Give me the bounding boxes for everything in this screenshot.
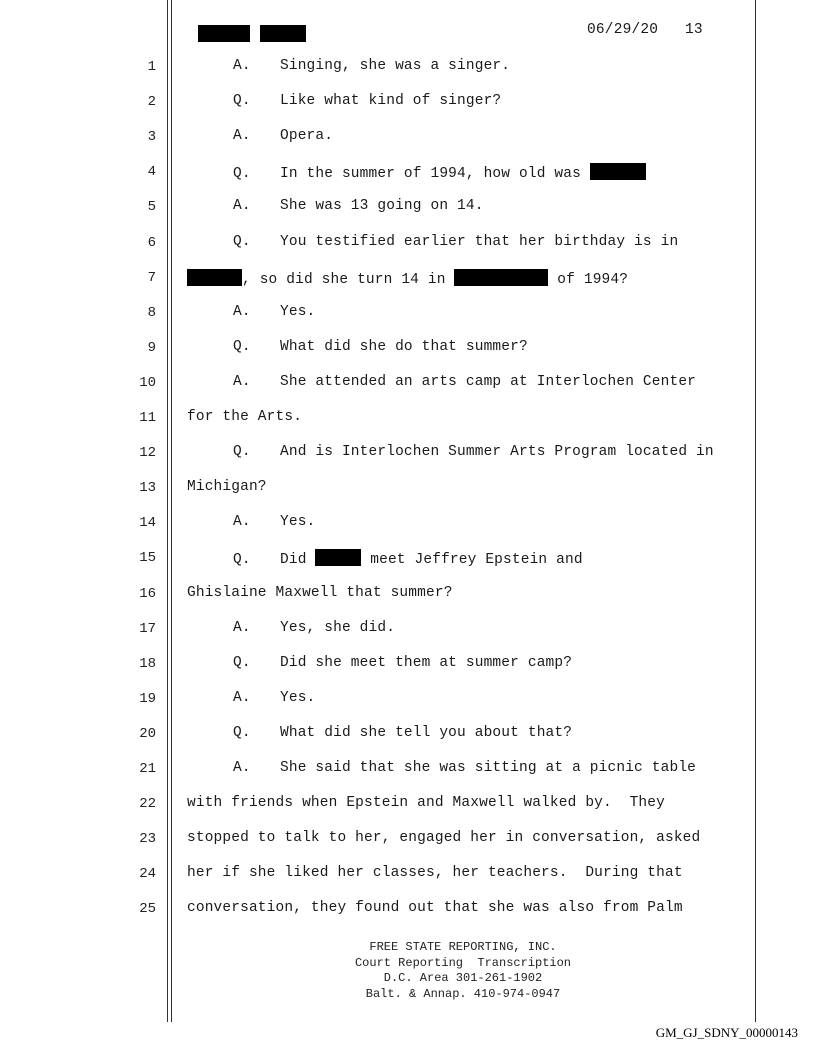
footer-balt-phone: Balt. & Annap. 410-974-0947 (365, 986, 561, 1001)
line-text: Like what kind of singer? (280, 93, 502, 109)
line-text: Yes, she did. (280, 620, 396, 636)
redaction-block (315, 549, 361, 566)
line-number: 10 (139, 375, 156, 391)
transcript-line (187, 374, 696, 390)
transcript-line (187, 725, 572, 741)
line-number: 5 (147, 199, 156, 215)
line-text: for the Arts. (187, 409, 303, 425)
speaker-label: A. (233, 304, 251, 320)
transcript-line (187, 479, 267, 495)
line-text: , so did she turn 14 in (242, 272, 455, 288)
redaction-block (590, 163, 646, 180)
line-number: 20 (139, 726, 156, 742)
line-text: her if she liked her classes, her teachers. During that (187, 865, 683, 881)
speaker-label: Q. (233, 444, 251, 460)
bates-number: GM_GJ_SDNY_00000143 (655, 1025, 798, 1040)
reporter-footer (300, 940, 626, 1002)
line-text: Singing, she was a singer. (280, 58, 511, 74)
line-number: 13 (139, 480, 156, 496)
line-text: meet Jeffrey Epstein and (361, 552, 583, 568)
transcript-line (187, 690, 315, 706)
redaction-block (187, 269, 242, 286)
footer-services: Court Reporting Transcription (354, 955, 572, 970)
page-header (587, 22, 703, 38)
line-number: 1 (147, 59, 156, 75)
line-text: What did she tell you about that? (280, 725, 573, 741)
transcript-line (187, 655, 572, 671)
transcript-line (187, 795, 665, 811)
transcript-line (187, 409, 302, 425)
transcript-line (187, 234, 678, 250)
transcript-line (187, 58, 510, 74)
line-number: 15 (139, 550, 156, 566)
line-number: 18 (139, 656, 156, 672)
line-number: 8 (147, 305, 156, 321)
transcript-line (187, 900, 683, 916)
redaction-block-header-2 (260, 25, 306, 42)
transcript-line (187, 444, 714, 460)
footer-company: FREE STATE REPORTING, INC. (369, 940, 557, 954)
transcript-line (187, 339, 528, 355)
redaction-block (454, 269, 548, 286)
transcript-line (187, 514, 315, 530)
line-number: 2 (147, 94, 156, 110)
transcript-line (187, 304, 315, 320)
line-number: 9 (147, 340, 156, 356)
transcript-line (187, 128, 333, 144)
line-text: You testified earlier that her birthday is in (280, 234, 679, 250)
speaker-label: A. (233, 760, 251, 776)
transcript-line (187, 760, 696, 776)
speaker-label: Q. (233, 725, 251, 741)
right-margin-rule (755, 0, 756, 1022)
line-text: Did she meet them at summer camp? (280, 655, 573, 671)
line-number: 12 (139, 445, 156, 461)
line-text: And is Interlochen Summer Arts Program located in (280, 444, 714, 460)
line-number: 25 (139, 901, 156, 917)
transcript-line (187, 198, 484, 214)
line-number: 16 (139, 586, 156, 602)
transcript-line (187, 620, 395, 636)
speaker-label: A. (233, 514, 251, 530)
redaction-block-header-1 (198, 25, 250, 42)
line-text: She was 13 going on 14. (280, 198, 484, 214)
transcript-line (187, 865, 683, 881)
line-text: She said that she was sitting at a picnic table (280, 760, 697, 776)
line-text: In the summer of 1994, how old was (280, 166, 590, 182)
speaker-label: Q. (233, 552, 251, 568)
footer-dc-phone: D.C. Area 301-261-1902 (383, 971, 543, 985)
line-text: Ghislaine Maxwell that summer? (187, 585, 453, 601)
speaker-label: A. (233, 374, 251, 390)
line-text: of 1994? (548, 272, 629, 288)
line-text: Opera. (280, 128, 334, 144)
line-text: Yes. (280, 514, 316, 530)
line-number: 17 (139, 621, 156, 637)
line-text: She attended an arts camp at Interlochen Center (280, 374, 697, 390)
speaker-label: Q. (233, 339, 251, 355)
transcript-line (187, 93, 501, 109)
line-text: Did (280, 552, 316, 568)
header-date: 06/29/20 (587, 22, 659, 38)
speaker-label: A. (233, 198, 251, 214)
line-text: Michigan? (187, 479, 267, 495)
speaker-label: Q. (233, 234, 251, 250)
line-number: 6 (147, 235, 156, 251)
transcript-line (187, 585, 453, 601)
line-number: 3 (147, 129, 156, 145)
line-number: 22 (139, 796, 156, 812)
speaker-label: Q. (233, 655, 251, 671)
line-text: Yes. (280, 304, 316, 320)
line-number: 19 (139, 691, 156, 707)
transcript-line (187, 269, 628, 288)
line-text: stopped to talk to her, engaged her in conversation, asked (187, 830, 701, 846)
line-number: 21 (139, 761, 156, 777)
line-text: with friends when Epstein and Maxwell walked by. They (187, 795, 665, 811)
line-text: Yes. (280, 690, 316, 706)
speaker-label: Q. (233, 166, 251, 182)
speaker-label: A. (233, 58, 251, 74)
left-margin-rule (167, 0, 168, 1022)
transcript-line (187, 549, 583, 568)
line-number: 7 (147, 270, 156, 286)
speaker-label: A. (233, 128, 251, 144)
speaker-label: Q. (233, 93, 251, 109)
line-number: 14 (139, 515, 156, 531)
line-text: What did she do that summer? (280, 339, 528, 355)
speaker-label: A. (233, 620, 251, 636)
speaker-label: A. (233, 690, 251, 706)
left-margin-rule-inner (171, 0, 172, 1022)
line-number: 24 (139, 866, 156, 882)
line-text: conversation, they found out that she was also from Palm (187, 900, 683, 916)
transcript-line (187, 163, 646, 182)
line-number: 23 (139, 831, 156, 847)
line-number: 11 (139, 410, 156, 426)
header-page-number: 13 (684, 22, 703, 38)
transcript-line (187, 830, 700, 846)
line-number: 4 (147, 164, 156, 180)
